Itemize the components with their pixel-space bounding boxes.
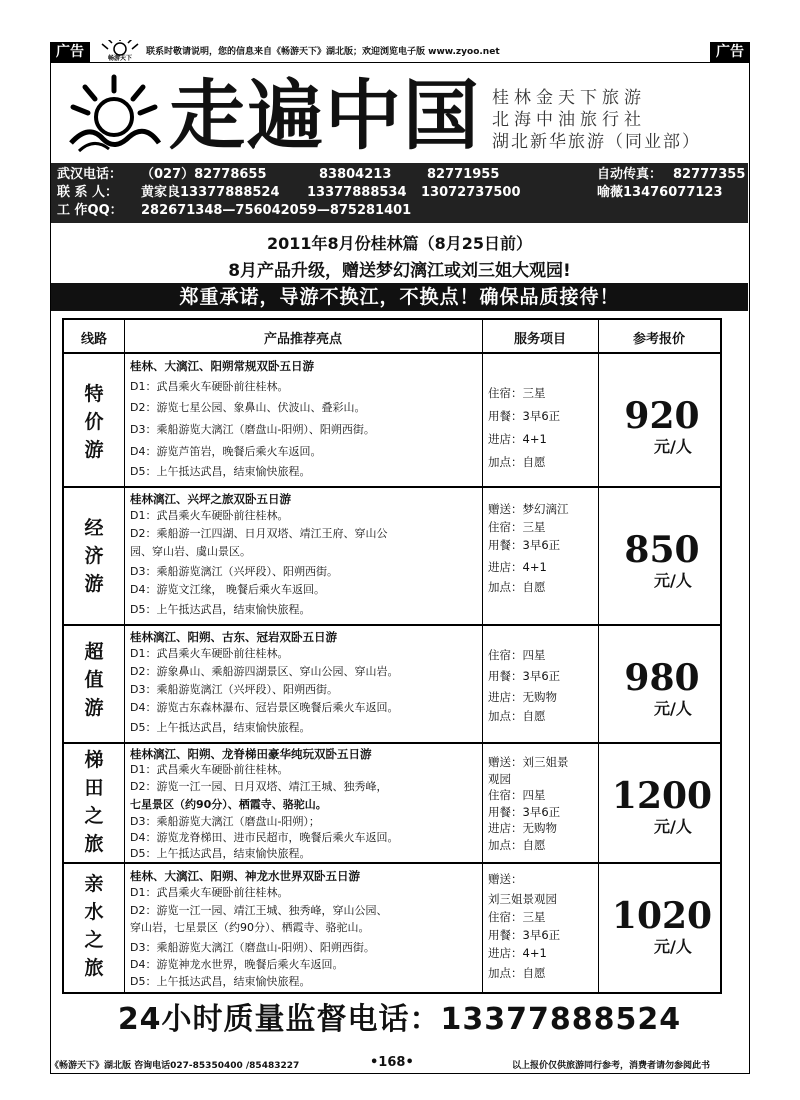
itinerary-line: 七星景区（约90分）、栖霞寺、骆驼山。 <box>130 798 327 811</box>
service-item: 用餐：3早6正 <box>488 928 561 942</box>
phone-3: 82771955 <box>427 167 500 182</box>
price-value: 920 <box>624 395 700 437</box>
service-item: 加点：自愿 <box>488 709 546 723</box>
person-1: 黄家良13377888524 <box>141 185 280 200</box>
itinerary-line: 园、穿山岩、虞山景区。 <box>130 545 251 558</box>
price-value: 850 <box>624 529 700 571</box>
itinerary-line: D5：上午抵达武昌，结束愉快旅程。 <box>130 465 311 478</box>
route-label-terrace <box>64 746 124 858</box>
qq-numbers: 282671348—756042059—875281401 <box>141 203 412 218</box>
service-item: 观园 <box>488 771 511 786</box>
itinerary-line: D4：游览古东森林瀑布、冠岩景区晚餐后乘火车返回。 <box>130 701 399 714</box>
route-label-char: 济 <box>84 545 104 567</box>
route-label-value <box>64 638 124 722</box>
service-item: 用餐：3早6正 <box>488 669 561 683</box>
route-label-char: 经 <box>84 517 104 539</box>
header-highlights: 产品推荐亮点 <box>263 332 342 347</box>
service-item: 赠送：刘三姐景 <box>488 755 569 769</box>
service-item: 加点：自愿 <box>488 837 546 852</box>
top-bar <box>50 42 750 62</box>
itinerary-line: D5：上午抵达武昌，结束愉快旅程。 <box>130 721 311 734</box>
itinerary-line: D3：乘船游览大漓江（磨盘山-阳朔）； <box>130 815 320 828</box>
price-unit: 元/人 <box>654 437 692 456</box>
service-list <box>488 754 569 853</box>
footer <box>50 1056 750 1072</box>
itinerary-line: D1：武昌乘火车硬卧前往桂林。 <box>130 380 289 393</box>
service-item: 住宿：四星 <box>488 788 546 802</box>
contact-block <box>51 163 748 223</box>
service-item: 住宿：三星 <box>488 910 546 924</box>
tour-table <box>62 318 722 994</box>
itinerary-line: D3：乘船游览大漓江（磨盘山-阳朔）、阳朔西街。 <box>130 423 375 436</box>
service-item: 刘三姐景观园 <box>488 892 557 906</box>
service-item: 用餐：3早6正 <box>488 538 561 552</box>
person-3: 13072737500 <box>421 185 521 200</box>
service-item: 加点：自愿 <box>488 966 546 980</box>
phone-2: 83804213 <box>319 167 392 182</box>
page-number: •168• <box>370 1055 414 1070</box>
service-item: 用餐：3早6正 <box>488 409 561 423</box>
route-title: 桂林漓江、阳朔、古东、冠岩双卧五日游 <box>130 630 337 644</box>
service-item: 进店：无购物 <box>488 821 557 835</box>
itinerary-line: D1：武昌乘火车硬卧前往桂林。 <box>130 647 289 660</box>
route-label-char: 之 <box>84 805 104 827</box>
route-label-char: 梯 <box>84 749 104 771</box>
itinerary-line: D2：乘船游一江四湖、日月双塔、靖江王府、穿山公 <box>130 527 388 540</box>
route-label-char: 旅 <box>84 833 104 855</box>
service-item: 赠送：梦幻漓江 <box>488 502 569 516</box>
itinerary-line: D4：游览龙脊梯田、进市民超市，晚餐后乘火车返回。 <box>130 831 399 844</box>
table-row <box>64 742 720 864</box>
service-item: 进店：4+1 <box>488 946 547 960</box>
header-price: 参考报价 <box>632 332 685 347</box>
route-label-economy <box>64 514 124 598</box>
route-label-char: 游 <box>84 439 104 461</box>
price-unit: 元/人 <box>654 817 692 836</box>
route-label-water <box>64 870 124 982</box>
top-note: 联系时敬请说明，您的信息来自《畅游天下》湖北版；欢迎浏览电子版 www.zyoo.net <box>146 47 500 57</box>
banner <box>51 63 748 163</box>
service-list <box>488 500 569 596</box>
route-title: 桂林、大漓江、阳朔常规双卧五日游 <box>130 359 314 373</box>
price-unit: 元/人 <box>654 937 692 956</box>
price-value: 1020 <box>611 895 713 937</box>
itinerary-line: D3：乘船游览漓江（兴坪段）、阳朔西街。 <box>130 565 338 578</box>
itinerary-line: D4：游览神龙水世界，晚餐后乘火车返回。 <box>130 958 344 971</box>
route-title: 桂林、大漓江、阳朔、神龙水世界双卧五日游 <box>130 869 360 883</box>
footer-publisher: 《畅游天下》湖北版 咨询电话027-85350400 /85483227 <box>50 1061 300 1071</box>
route-title: 桂林漓江、阳朔、龙脊梯田豪华纯玩双卧五日游 <box>130 747 372 761</box>
banner-title: 走遍中国 <box>169 71 481 160</box>
itinerary-line: D1：武昌乘火车硬卧前往桂林。 <box>130 509 289 522</box>
itinerary-line: D5：上午抵达武昌，结束愉快旅程。 <box>130 847 311 860</box>
route-label-char: 旅 <box>84 957 104 979</box>
service-item: 进店：无购物 <box>488 690 557 704</box>
route-label-char: 游 <box>84 573 104 595</box>
agency-line-2: 北海中油旅行社 <box>492 110 646 130</box>
person-4: 喻薇13476077123 <box>597 185 723 200</box>
table-row <box>64 862 720 992</box>
mini-logo-text: 畅游天下 <box>107 55 133 62</box>
service-item: 进店：4+1 <box>488 560 547 574</box>
itinerary-line: D3：乘船游览大漓江（磨盘山-阳朔）、阳朔西街。 <box>130 941 375 954</box>
column-divider <box>482 320 483 992</box>
route-label-char: 超 <box>84 641 104 663</box>
price-value: 1200 <box>611 775 713 817</box>
itinerary-line: D2：游览一江一园、靖江王城、独秀峰，穿山公园、 <box>130 904 388 917</box>
itinerary-line: D4：游览文江缘， 晚餐后乘火车返回。 <box>130 583 325 596</box>
itinerary-line: 穿山岩，七星景区（约90分）、栖霞寺、骆驼山。 <box>130 921 370 934</box>
table-row <box>64 624 720 744</box>
service-item: 进店：4+1 <box>488 432 547 446</box>
service-item: 住宿：四星 <box>488 648 546 662</box>
column-divider <box>598 320 599 992</box>
header-route: 线路 <box>80 332 107 347</box>
service-item: 住宿：三星 <box>488 520 546 534</box>
agency-line-3: 湖北新华旅游（同业部） <box>492 132 701 152</box>
route-label-cheap <box>64 380 124 464</box>
headline-date: 2011年8月份桂林篇（8月25日前） <box>266 234 533 253</box>
quality-hotline: 24小时质量监督电话：13377888524 <box>117 1002 682 1037</box>
headline-upgrade: 8月产品升级，赠送梦幻漓江或刘三姐大观园! <box>228 261 571 281</box>
itinerary-line: D2：游览七星公园、象鼻山、伏波山、叠彩山。 <box>130 401 366 414</box>
agency-line-1: 桂林金天下旅游 <box>492 88 646 108</box>
mini-logo-icon <box>100 40 140 62</box>
route-label-char: 亲 <box>84 873 104 895</box>
fax-number: 82777355 <box>673 167 746 182</box>
price-value: 980 <box>624 657 700 699</box>
route-title: 桂林漓江、兴坪之旅双卧五日游 <box>130 492 291 506</box>
route-label-char: 价 <box>84 411 104 433</box>
route-label-char: 之 <box>84 929 104 951</box>
person-label: 联 系 人： <box>57 185 119 200</box>
itinerary-line: D5：上午抵达武昌，结束愉快旅程。 <box>130 975 311 988</box>
itinerary-line: D2：游象鼻山、乘船游四湖景区、穿山公园、穿山岩。 <box>130 665 399 678</box>
itinerary-line: D2：游览一江一园、日月双塔、靖江王城、独秀峰， <box>130 780 388 793</box>
column-divider <box>124 320 125 992</box>
route-label-char: 水 <box>84 901 104 923</box>
service-item: 加点：自愿 <box>488 455 546 469</box>
service-item: 赠送： <box>488 872 523 886</box>
ad-tag-right: 广告 <box>710 42 750 62</box>
itinerary-line: D5：上午抵达武昌，结束愉快旅程。 <box>130 603 311 616</box>
person-2: 13377888534 <box>307 185 407 200</box>
itinerary-line: D1：武昌乘火车硬卧前往桂林。 <box>130 763 289 776</box>
qq-label: 工 作QQ： <box>57 203 123 218</box>
phone-area: （027）82778655 <box>141 167 267 182</box>
itinerary-line: D3：乘船游览漓江（兴坪段）、阳朔西街。 <box>130 683 338 696</box>
sun-logo-icon <box>59 73 169 155</box>
service-item: 用餐：3早6正 <box>488 804 561 819</box>
service-item: 住宿：三星 <box>488 386 546 400</box>
table-row <box>64 486 720 626</box>
table-header <box>64 320 720 354</box>
ad-tag-left: 广告 <box>50 42 90 62</box>
fax-label: 自动传真： <box>597 167 663 182</box>
itinerary-line: D1：武昌乘火车硬卧前往桂林。 <box>130 886 289 899</box>
service-list <box>488 646 560 726</box>
promise-banner: 郑重承诺，导游不换江，不换点！确保品质接待！ <box>51 283 748 311</box>
route-label-char: 田 <box>84 777 104 799</box>
price-unit: 元/人 <box>654 571 692 590</box>
price-unit: 元/人 <box>654 699 692 718</box>
itinerary-line: D4：游览芦笛岩，晚餐后乘火车返回。 <box>130 445 322 458</box>
service-list <box>488 870 560 982</box>
route-label-char: 游 <box>84 697 104 719</box>
service-item: 加点：自愿 <box>488 580 546 594</box>
route-label-char: 值 <box>84 669 104 691</box>
route-label-char: 特 <box>84 383 104 405</box>
header-services: 服务项目 <box>513 332 566 347</box>
phone-label: 武汉电话： <box>57 167 123 182</box>
footer-disclaimer: 以上报价仅供旅游同行参考，消费者请勿参阅此书 <box>512 1061 711 1071</box>
table-row <box>64 352 720 488</box>
service-list <box>488 384 560 472</box>
